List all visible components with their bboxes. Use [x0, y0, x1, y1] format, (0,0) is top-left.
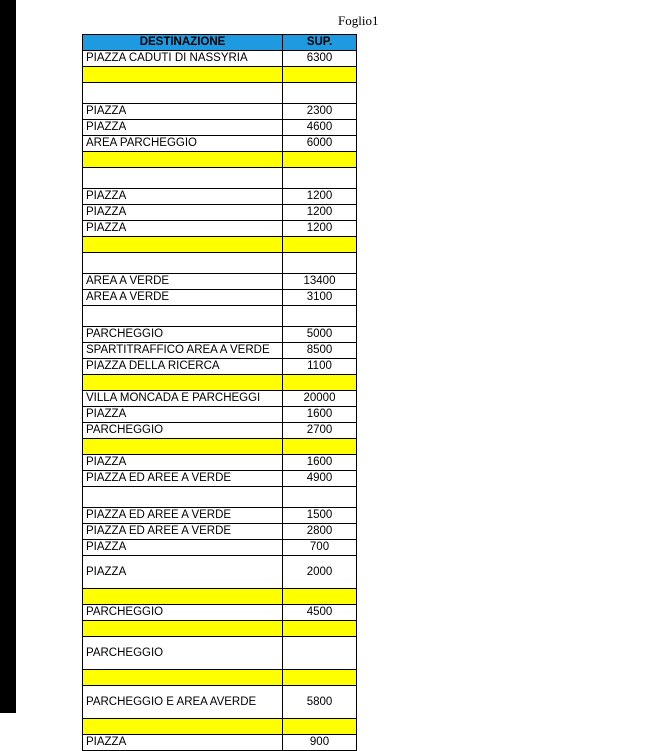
superficie-cell: 5000 — [283, 327, 357, 343]
superficie-cell: 8500 — [283, 343, 357, 359]
table-row — [83, 359, 357, 375]
separator-cell — [83, 621, 283, 637]
destinazione-cell: AREA A VERDE — [83, 290, 283, 306]
separator-cell — [83, 237, 283, 253]
superficie-cell: 1600 — [283, 455, 357, 471]
separator-cell — [283, 439, 357, 455]
table-row — [83, 327, 357, 343]
destinazione-cell: PIAZZA — [83, 556, 283, 589]
destinazione-cell: PARCHEGGIO — [83, 637, 283, 670]
destinazione-cell: PIAZZA DELLA RICERCA — [83, 359, 283, 375]
superficie-cell: 6300 — [283, 51, 357, 67]
blank-cell — [83, 168, 283, 189]
separator-row — [83, 67, 357, 83]
superficie-cell: 1600 — [283, 407, 357, 423]
table-row — [83, 391, 357, 407]
table-row — [83, 605, 357, 621]
superficie-cell: 2800 — [283, 524, 357, 540]
table-row — [83, 136, 357, 152]
surface-table — [82, 34, 357, 751]
separator-cell — [83, 67, 283, 83]
destinazione-cell: PIAZZA ED AREE A VERDE — [83, 508, 283, 524]
separator-row — [83, 719, 357, 735]
superficie-cell: 1200 — [283, 221, 357, 237]
separator-row — [83, 621, 357, 637]
table-body — [83, 51, 357, 751]
table-row — [83, 686, 357, 719]
blank-row — [83, 83, 357, 104]
table-row — [83, 189, 357, 205]
destinazione-cell: PARCHEGGIO E AREA AVERDE — [83, 686, 283, 719]
superficie-cell: 3100 — [283, 290, 357, 306]
table-row — [83, 290, 357, 306]
separator-cell — [283, 719, 357, 735]
destinazione-cell: PIAZZA — [83, 407, 283, 423]
destinazione-cell: PIAZZA — [83, 104, 283, 120]
table-row — [83, 455, 357, 471]
superficie-cell: 2000 — [283, 556, 357, 589]
destinazione-cell: SPARTITRAFFICO AREA A VERDE — [83, 343, 283, 359]
separator-row — [83, 439, 357, 455]
blank-cell — [83, 83, 283, 104]
destinazione-cell: PIAZZA — [83, 735, 283, 751]
superficie-cell: 2700 — [283, 423, 357, 439]
superficie-cell: 1200 — [283, 205, 357, 221]
destinazione-cell: PIAZZA — [83, 455, 283, 471]
header-destinazione: DESTINAZIONE — [83, 35, 283, 51]
separator-row — [83, 670, 357, 686]
table-row — [83, 471, 357, 487]
table-row — [83, 556, 357, 589]
destinazione-cell: PARCHEGGIO — [83, 605, 283, 621]
separator-cell — [283, 67, 357, 83]
separator-cell — [283, 589, 357, 605]
table-row — [83, 735, 357, 751]
superficie-cell: 13400 — [283, 274, 357, 290]
superficie-cell: 1100 — [283, 359, 357, 375]
superficie-cell: 4900 — [283, 471, 357, 487]
destinazione-cell: AREA PARCHEGGIO — [83, 136, 283, 152]
separator-row — [83, 375, 357, 391]
destinazione-cell: PIAZZA — [83, 189, 283, 205]
separator-cell — [83, 375, 283, 391]
superficie-cell: 1500 — [283, 508, 357, 524]
separator-cell — [283, 152, 357, 168]
separator-cell — [83, 439, 283, 455]
blank-row — [83, 253, 357, 274]
separator-cell — [83, 152, 283, 168]
superficie-cell: 6000 — [283, 136, 357, 152]
destinazione-cell: PIAZZA — [83, 221, 283, 237]
separator-cell — [83, 589, 283, 605]
destinazione-cell: PIAZZA ED AREE A VERDE — [83, 471, 283, 487]
table-row — [83, 423, 357, 439]
superficie-cell: 4500 — [283, 605, 357, 621]
destinazione-cell: PIAZZA CADUTI DI NASSYRIA — [83, 51, 283, 67]
table-row — [83, 407, 357, 423]
destinazione-cell: PARCHEGGIO — [83, 423, 283, 439]
table-header-row — [83, 35, 357, 51]
blank-row — [83, 487, 357, 508]
sheet-title: Foglio1 — [338, 13, 379, 28]
blank-row — [83, 168, 357, 189]
destinazione-cell: AREA A VERDE — [83, 274, 283, 290]
destinazione-cell: VILLA MONCADA E PARCHEGGI — [83, 391, 283, 407]
destinazione-cell: PIAZZA — [83, 540, 283, 556]
superficie-cell: 900 — [283, 735, 357, 751]
separator-cell — [83, 670, 283, 686]
separator-cell — [283, 375, 357, 391]
superficie-cell: 20000 — [283, 391, 357, 407]
separator-row — [83, 589, 357, 605]
separator-row — [83, 237, 357, 253]
superficie-cell: 4600 — [283, 120, 357, 136]
table-row — [83, 221, 357, 237]
blank-cell — [283, 168, 357, 189]
table-row — [83, 637, 357, 670]
table-row — [83, 540, 357, 556]
separator-cell — [283, 237, 357, 253]
blank-cell — [83, 487, 283, 508]
table-row — [83, 205, 357, 221]
superficie-cell: 5800 — [283, 686, 357, 719]
superficie-cell: 1200 — [283, 189, 357, 205]
table-row — [83, 343, 357, 359]
blank-cell — [283, 306, 357, 327]
table-row — [83, 104, 357, 120]
table-row — [83, 524, 357, 540]
table-row — [83, 274, 357, 290]
separator-cell — [283, 670, 357, 686]
header-sup: SUP. — [283, 35, 357, 51]
separator-cell — [283, 621, 357, 637]
superficie-cell: 700 — [283, 540, 357, 556]
blank-cell — [283, 83, 357, 104]
destinazione-cell: PIAZZA — [83, 120, 283, 136]
separator-cell — [83, 719, 283, 735]
destinazione-cell: PARCHEGGIO — [83, 327, 283, 343]
blank-row — [83, 306, 357, 327]
table-row — [83, 51, 357, 67]
destinazione-cell: PIAZZA ED AREE A VERDE — [83, 524, 283, 540]
blank-cell — [283, 253, 357, 274]
blank-cell — [83, 306, 283, 327]
blank-cell — [83, 253, 283, 274]
table-row — [83, 508, 357, 524]
destinazione-cell: PIAZZA — [83, 205, 283, 221]
left-edge-border — [0, 0, 16, 713]
superficie-cell — [283, 637, 357, 670]
separator-row — [83, 152, 357, 168]
superficie-cell: 2300 — [283, 104, 357, 120]
table-row — [83, 120, 357, 136]
blank-cell — [283, 487, 357, 508]
